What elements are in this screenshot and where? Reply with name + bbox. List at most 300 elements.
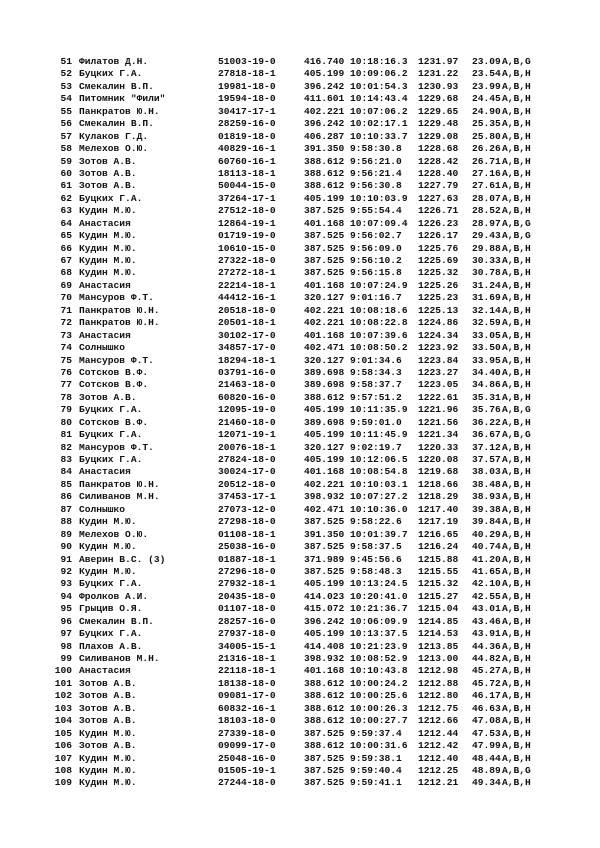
place-cell: 75 [60, 354, 72, 366]
arrival-time-cell: 10:08:18.6 [350, 304, 408, 316]
distance-cell: 402.471 [304, 342, 345, 354]
coefficient-cell: 32.59 [472, 317, 501, 329]
distance-cell: 405.199 [304, 578, 345, 590]
table-row [0, 728, 600, 740]
table-row [0, 603, 600, 615]
arrival-time-cell: 9:56:02.7 [350, 230, 402, 242]
fancier-name-cell: Анастасия [79, 279, 131, 291]
ring-number-cell: 25048-16-0 [218, 752, 276, 764]
table-row [0, 578, 600, 590]
fancier-name-cell: Кудин М.Ю. [79, 777, 137, 789]
arrival-time-cell: 10:20:41.0 [350, 590, 408, 602]
speed-cell: 1212.80 [418, 690, 459, 702]
table-row [0, 566, 600, 578]
place-cell: 97 [60, 628, 72, 640]
ring-number-cell: 01819-18-0 [218, 130, 276, 142]
table-row [0, 143, 600, 155]
distance-cell: 387.525 [304, 267, 345, 279]
category-cell: A,B,H [502, 342, 531, 354]
place-cell: 56 [60, 118, 72, 130]
coefficient-cell: 43.46 [472, 615, 501, 627]
table-row [0, 81, 600, 93]
place-cell: 107 [54, 752, 72, 764]
speed-cell: 1222.61 [418, 391, 459, 403]
ring-number-cell: 30024-17-0 [218, 466, 276, 478]
fancier-name-cell: Мансуров Ф.Т. [79, 354, 154, 366]
place-cell: 79 [60, 404, 72, 416]
coefficient-cell: 44.82 [472, 653, 501, 664]
place-cell: 71 [60, 304, 72, 316]
category-cell: A,B,H [502, 93, 531, 105]
distance-cell: 387.525 [304, 230, 345, 242]
arrival-time-cell: 9:58:48.3 [350, 565, 402, 577]
table-row [0, 628, 600, 640]
speed-cell: 1212.88 [418, 677, 459, 689]
distance-cell: 415.072 [304, 603, 345, 615]
speed-cell: 1223.84 [418, 354, 459, 366]
speed-cell: 1220.08 [418, 454, 459, 465]
arrival-time-cell: 10:07:27.2 [350, 491, 408, 503]
coefficient-cell: 24.45 [472, 93, 501, 105]
place-cell: 74 [60, 342, 72, 354]
fancier-name-cell: Буцких Г.А. [79, 429, 143, 441]
speed-cell: 1227.63 [418, 192, 459, 204]
coefficient-cell: 23.54 [472, 68, 501, 80]
fancier-name-cell: Зотов А.В. [79, 690, 137, 702]
table-row [0, 442, 600, 454]
table-row [0, 168, 600, 180]
table-row [0, 616, 600, 628]
distance-cell: 416.740 [304, 56, 345, 67]
arrival-time-cell: 9:58:22.6 [350, 516, 402, 528]
speed-cell: 1225.23 [418, 292, 459, 304]
category-cell: A,B,H [502, 628, 531, 640]
arrival-time-cell: 10:13:24.5 [350, 578, 408, 590]
category-cell: A,B,H [502, 379, 531, 391]
fancier-name-cell: Кудин М.Ю. [79, 516, 137, 528]
coefficient-cell: 23.99 [472, 80, 501, 92]
speed-cell: 1215.55 [418, 565, 459, 577]
distance-cell: 402.221 [304, 304, 345, 316]
arrival-time-cell: 10:00:25.6 [350, 690, 408, 702]
place-cell: 65 [60, 230, 72, 242]
arrival-time-cell: 10:02:17.1 [350, 118, 408, 130]
fancier-name-cell: Сотсков В.Ф. [79, 416, 149, 428]
category-cell: A,B,H [502, 143, 531, 155]
table-row [0, 131, 600, 143]
fancier-name-cell: Кудин М.Ю. [79, 764, 137, 776]
coefficient-cell: 31.24 [472, 279, 501, 291]
fancier-name-cell: Зотов А.В. [79, 677, 137, 689]
category-cell: A,B,H [502, 727, 531, 739]
place-cell: 109 [54, 777, 72, 789]
category-cell: A,B,H [502, 317, 531, 329]
table-row [0, 230, 600, 242]
fancier-name-cell: Смекалин В.П. [79, 80, 154, 92]
arrival-time-cell: 9:58:37.5 [350, 541, 402, 553]
distance-cell: 388.612 [304, 715, 345, 727]
speed-cell: 1225.32 [418, 267, 459, 279]
speed-cell: 1229.68 [418, 93, 459, 105]
ring-number-cell: 09081-17-0 [218, 690, 276, 702]
coefficient-cell: 25.80 [472, 130, 501, 142]
ring-number-cell: 12095-19-0 [218, 404, 276, 416]
place-cell: 108 [54, 764, 72, 776]
arrival-time-cell: 9:56:30.8 [350, 180, 402, 192]
distance-cell: 388.612 [304, 690, 345, 702]
place-cell: 87 [60, 503, 72, 515]
table-row [0, 56, 600, 68]
fancier-name-cell: Анастасия [79, 665, 131, 677]
distance-cell: 387.525 [304, 565, 345, 577]
ring-number-cell: 20435-18-0 [218, 590, 276, 602]
speed-cell: 1224.34 [418, 329, 459, 341]
ring-number-cell: 27322-18-0 [218, 255, 276, 266]
ring-number-cell: 18113-18-1 [218, 167, 276, 179]
arrival-time-cell: 9:56:21.0 [350, 155, 402, 167]
fancier-name-cell: Кудин М.Ю. [79, 565, 137, 577]
fancier-name-cell: Анастасия [79, 466, 131, 478]
distance-cell: 405.199 [304, 454, 345, 465]
arrival-time-cell: 9:01:16.7 [350, 292, 402, 304]
fancier-name-cell: Силиванов М.Н. [79, 491, 160, 503]
fancier-name-cell: Зотов А.В. [79, 740, 137, 752]
category-cell: A,B,H [502, 304, 531, 316]
ring-number-cell: 27818-18-1 [218, 68, 276, 80]
distance-cell: 406.287 [304, 130, 345, 142]
place-cell: 69 [60, 279, 72, 291]
distance-cell: 401.168 [304, 329, 345, 341]
coefficient-cell: 28.07 [472, 192, 501, 204]
ring-number-cell: 01719-19-0 [218, 230, 276, 242]
coefficient-cell: 33.05 [472, 329, 501, 341]
place-cell: 63 [60, 205, 72, 217]
coefficient-cell: 43.01 [472, 603, 501, 615]
fancier-name-cell: Кудин М.Ю. [79, 230, 137, 242]
arrival-time-cell: 10:10:36.0 [350, 503, 408, 515]
distance-cell: 389.698 [304, 379, 345, 391]
table-row [0, 740, 600, 752]
category-cell: A,B,H [502, 565, 531, 577]
fancier-name-cell: Буцких Г.А. [79, 454, 143, 465]
place-cell: 106 [54, 740, 72, 752]
ring-number-cell: 09099-17-0 [218, 740, 276, 752]
category-cell: A,B,G [502, 230, 531, 242]
place-cell: 94 [60, 590, 72, 602]
speed-cell: 1215.27 [418, 590, 459, 602]
ring-number-cell: 25038-16-0 [218, 541, 276, 553]
table-row [0, 379, 600, 391]
coefficient-cell: 29.43 [472, 230, 501, 242]
table-row [0, 292, 600, 304]
arrival-time-cell: 10:11:35.9 [350, 404, 408, 416]
speed-cell: 1212.44 [418, 727, 459, 739]
coefficient-cell: 48.44 [472, 752, 501, 764]
table-row [0, 777, 600, 789]
speed-cell: 1223.92 [418, 342, 459, 354]
fancier-name-cell: Аверин В.С. (3) [79, 553, 166, 565]
place-cell: 85 [60, 478, 72, 490]
ring-number-cell: 18138-18-0 [218, 677, 276, 689]
speed-cell: 1221.34 [418, 429, 459, 441]
fancier-name-cell: Филатов Д.Н. [79, 56, 149, 67]
category-cell: A,B,H [502, 242, 531, 254]
ring-number-cell: 30102-17-0 [218, 329, 276, 341]
fancier-name-cell: Буцких Г.А. [79, 578, 143, 590]
place-cell: 58 [60, 143, 72, 155]
ring-number-cell: 27244-18-0 [218, 777, 276, 789]
speed-cell: 1227.79 [418, 180, 459, 192]
table-row [0, 678, 600, 690]
coefficient-cell: 27.61 [472, 180, 501, 192]
ring-number-cell: 27339-18-0 [218, 727, 276, 739]
speed-cell: 1212.21 [418, 777, 459, 789]
ring-number-cell: 20076-18-1 [218, 441, 276, 453]
table-row [0, 118, 600, 130]
arrival-time-cell: 10:09:06.2 [350, 68, 408, 80]
category-cell: A,B,H [502, 454, 531, 465]
speed-cell: 1215.04 [418, 603, 459, 615]
distance-cell: 414.408 [304, 640, 345, 652]
table-row [0, 267, 600, 279]
place-cell: 70 [60, 292, 72, 304]
table-row [0, 554, 600, 566]
ring-number-cell: 27272-18-1 [218, 267, 276, 279]
table-row [0, 765, 600, 777]
ring-number-cell: 01887-18-1 [218, 553, 276, 565]
category-cell: A,B,H [502, 192, 531, 204]
category-cell: A,B,H [502, 503, 531, 515]
fancier-name-cell: Зотов А.В. [79, 155, 137, 167]
table-row [0, 404, 600, 416]
distance-cell: 402.471 [304, 503, 345, 515]
coefficient-cell: 30.33 [472, 255, 501, 266]
coefficient-cell: 36.67 [472, 429, 501, 441]
coefficient-cell: 38.93 [472, 491, 501, 503]
ring-number-cell: 12071-19-1 [218, 429, 276, 441]
distance-cell: 401.168 [304, 665, 345, 677]
fancier-name-cell: Мелехов О.Ю. [79, 528, 149, 540]
speed-cell: 1226.23 [418, 217, 459, 229]
coefficient-cell: 44.36 [472, 640, 501, 652]
place-cell: 83 [60, 454, 72, 465]
category-cell: A,B,H [502, 292, 531, 304]
table-row [0, 317, 600, 329]
category-cell: A,B,H [502, 205, 531, 217]
place-cell: 82 [60, 441, 72, 453]
coefficient-cell: 37.57 [472, 454, 501, 465]
arrival-time-cell: 10:07:06.2 [350, 105, 408, 117]
fancier-name-cell: Кудин М.Ю. [79, 541, 137, 553]
fancier-name-cell: Панкратов Ю.Н. [79, 105, 160, 117]
ring-number-cell: 28257-16-0 [218, 615, 276, 627]
place-cell: 86 [60, 491, 72, 503]
category-cell: A,B,H [502, 715, 531, 727]
distance-cell: 320.127 [304, 354, 345, 366]
coefficient-cell: 34.40 [472, 366, 501, 378]
speed-cell: 1221.96 [418, 404, 459, 416]
arrival-time-cell: 10:18:16.3 [350, 56, 408, 67]
coefficient-cell: 40.74 [472, 541, 501, 553]
table-row [0, 479, 600, 491]
fancier-name-cell: Кудин М.Ю. [79, 242, 137, 254]
fancier-name-cell: Сотсков В.Ф. [79, 379, 149, 391]
coefficient-cell: 37.12 [472, 441, 501, 453]
table-row [0, 690, 600, 702]
arrival-time-cell: 9:58:30.8 [350, 143, 402, 155]
table-row [0, 93, 600, 105]
arrival-time-cell: 10:10:43.8 [350, 665, 408, 677]
ring-number-cell: 20518-18-0 [218, 304, 276, 316]
fancier-name-cell: Буцких Г.А. [79, 404, 143, 416]
category-cell: A,B,H [502, 68, 531, 80]
coefficient-cell: 31.69 [472, 292, 501, 304]
distance-cell: 320.127 [304, 441, 345, 453]
fancier-name-cell: Панкратов Ю.Н. [79, 478, 160, 490]
category-cell: A,B,H [502, 167, 531, 179]
place-cell: 54 [60, 93, 72, 105]
arrival-time-cell: 10:00:24.2 [350, 677, 408, 689]
table-row [0, 367, 600, 379]
arrival-time-cell: 10:14:43.4 [350, 93, 408, 105]
arrival-time-cell: 10:07:09.4 [350, 217, 408, 229]
arrival-time-cell: 10:07:24.9 [350, 279, 408, 291]
place-cell: 51 [60, 56, 72, 67]
ring-number-cell: 27937-18-0 [218, 628, 276, 640]
category-cell: A,B,H [502, 665, 531, 677]
arrival-time-cell: 9:59:38.1 [350, 752, 402, 764]
place-cell: 52 [60, 68, 72, 80]
distance-cell: 388.612 [304, 180, 345, 192]
category-cell: A,B,H [502, 777, 531, 789]
category-cell: A,B,H [502, 603, 531, 615]
fancier-name-cell: Сотсков В.Ф. [79, 366, 149, 378]
coefficient-cell: 40.29 [472, 528, 501, 540]
place-cell: 96 [60, 615, 72, 627]
distance-cell: 387.525 [304, 727, 345, 739]
coefficient-cell: 38.03 [472, 466, 501, 478]
category-cell: A,B,H [502, 578, 531, 590]
arrival-time-cell: 10:07:39.6 [350, 329, 408, 341]
ring-number-cell: 20512-18-0 [218, 478, 276, 490]
fancier-name-cell: Смекалин В.П. [79, 118, 154, 130]
distance-cell: 387.525 [304, 242, 345, 254]
speed-cell: 1229.08 [418, 130, 459, 142]
category-cell: A,B,H [502, 653, 531, 664]
fancier-name-cell: Силиванов М.Н. [79, 653, 160, 664]
arrival-time-cell: 10:13:37.5 [350, 628, 408, 640]
ring-number-cell: 01108-18-1 [218, 528, 276, 540]
ring-number-cell: 34005-15-1 [218, 640, 276, 652]
category-cell: A,B,H [502, 279, 531, 291]
fancier-name-cell: Питомник "Фили" [79, 93, 166, 105]
table-row [0, 180, 600, 192]
speed-cell: 1225.26 [418, 279, 459, 291]
distance-cell: 388.612 [304, 391, 345, 403]
fancier-name-cell: Анастасия [79, 217, 131, 229]
arrival-time-cell: 10:21:23.9 [350, 640, 408, 652]
table-row [0, 491, 600, 503]
distance-cell: 411.601 [304, 93, 345, 105]
ring-number-cell: 19981-18-0 [218, 80, 276, 92]
arrival-time-cell: 10:01:39.7 [350, 528, 408, 540]
distance-cell: 402.221 [304, 478, 345, 490]
distance-cell: 388.612 [304, 167, 345, 179]
fancier-name-cell: Зотов А.В. [79, 715, 137, 727]
distance-cell: 388.612 [304, 677, 345, 689]
table-row [0, 454, 600, 466]
place-cell: 84 [60, 466, 72, 478]
ring-number-cell: 10610-15-0 [218, 242, 276, 254]
place-cell: 81 [60, 429, 72, 441]
arrival-time-cell: 10:10:33.7 [350, 130, 408, 142]
category-cell: A,B,H [502, 528, 531, 540]
distance-cell: 401.168 [304, 466, 345, 478]
distance-cell: 389.698 [304, 416, 345, 428]
category-cell: A,B,H [502, 267, 531, 279]
category-cell: A,B,G [502, 217, 531, 229]
place-cell: 59 [60, 155, 72, 167]
speed-cell: 1212.75 [418, 702, 459, 714]
arrival-time-cell: 9:45:56.6 [350, 553, 402, 565]
speed-cell: 1223.05 [418, 379, 459, 391]
fancier-name-cell: Зотов А.В. [79, 167, 137, 179]
arrival-time-cell: 10:00:31.6 [350, 740, 408, 752]
ring-number-cell: 21460-18-0 [218, 416, 276, 428]
place-cell: 102 [54, 690, 72, 702]
table-row [0, 541, 600, 553]
fancier-name-cell: Мелехов О.Ю. [79, 143, 149, 155]
coefficient-cell: 32.14 [472, 304, 501, 316]
ring-number-cell: 50044-15-0 [218, 180, 276, 192]
table-row [0, 355, 600, 367]
table-row [0, 429, 600, 441]
fancier-name-cell: Кудин М.Ю. [79, 752, 137, 764]
speed-cell: 1226.71 [418, 205, 459, 217]
place-cell: 103 [54, 702, 72, 714]
speed-cell: 1214.85 [418, 615, 459, 627]
speed-cell: 1228.42 [418, 155, 459, 167]
table-row [0, 305, 600, 317]
category-cell: A,B,H [502, 155, 531, 167]
place-cell: 76 [60, 366, 72, 378]
coefficient-cell: 47.99 [472, 740, 501, 752]
table-row [0, 715, 600, 727]
table-row [0, 68, 600, 80]
fancier-name-cell: Кудин М.Ю. [79, 727, 137, 739]
arrival-time-cell: 9:57:51.2 [350, 391, 402, 403]
ring-number-cell: 37453-17-1 [218, 491, 276, 503]
ring-number-cell: 19594-18-0 [218, 93, 276, 105]
arrival-time-cell: 10:06:09.9 [350, 615, 408, 627]
coefficient-cell: 46.17 [472, 690, 501, 702]
ring-number-cell: 18103-18-0 [218, 715, 276, 727]
speed-cell: 1225.76 [418, 242, 459, 254]
place-cell: 72 [60, 317, 72, 329]
ring-number-cell: 20501-18-1 [218, 317, 276, 329]
arrival-time-cell: 9:58:37.7 [350, 379, 402, 391]
table-row [0, 392, 600, 404]
ring-number-cell: 18294-18-1 [218, 354, 276, 366]
category-cell: A,B,H [502, 118, 531, 130]
arrival-time-cell: 9:01:34.6 [350, 354, 402, 366]
arrival-time-cell: 10:12:06.5 [350, 454, 408, 465]
table-row [0, 330, 600, 342]
fancier-name-cell: Зотов А.В. [79, 180, 137, 192]
speed-cell: 1229.48 [418, 118, 459, 130]
distance-cell: 389.698 [304, 366, 345, 378]
category-cell: A,B,H [502, 366, 531, 378]
